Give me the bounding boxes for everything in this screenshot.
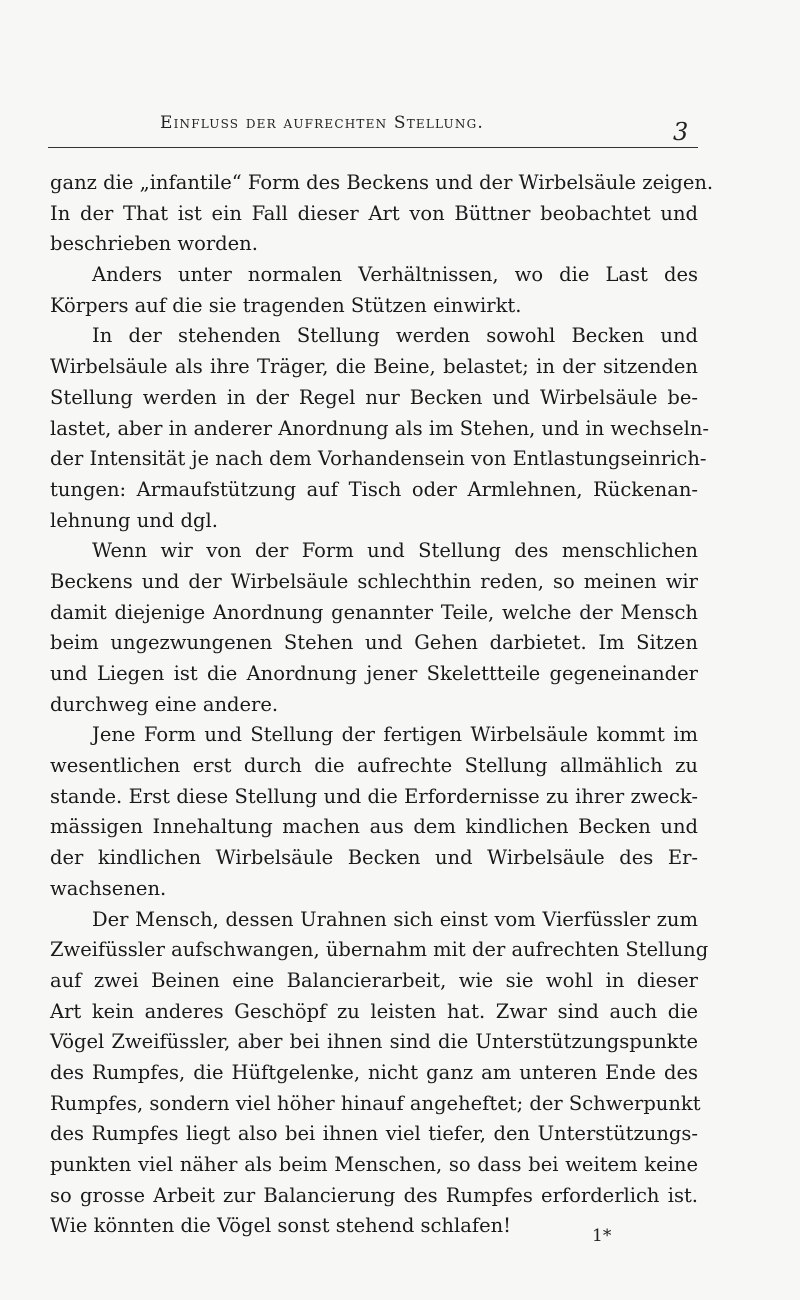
- text-line: auf zwei Beinen eine Balancierarbeit, wie sie wohl in dieser: [50, 968, 698, 992]
- text-line: mässigen Innehaltung machen aus dem kindlichen Becken und: [50, 815, 698, 839]
- text-line: durchweg eine andere.: [50, 692, 279, 716]
- text-line: Körpers auf die sie tragenden Stützen einwirkt.: [50, 293, 522, 317]
- text-line: Vögel Zweifüssler, aber bei ihnen sind die Unterstützungspunkte: [50, 1030, 698, 1054]
- body-text: [50, 168, 714, 1242]
- text-line: In der That ist ein Fall dieser Art von Büttner beobachtet und: [50, 201, 698, 225]
- text-line: lastet, aber in anderer Anordnung als im Stehen, und in wechseln-: [50, 416, 709, 440]
- text-line: Wirbelsäule als ihre Träger, die Beine, belastet; in der sitzenden: [50, 355, 698, 379]
- text-line: wesentlichen erst durch die aufrechte Stellung allmählich zu: [50, 754, 698, 778]
- text-line: ganz die „infantile“ Form des Beckens und der Wirbelsäule zeigen.: [50, 171, 714, 194]
- text-line: Anders unter normalen Verhältnissen, wo die Last des: [92, 263, 698, 287]
- text-line: so grosse Arbeit zur Balancierung des Rumpfes erforderlich ist.: [50, 1183, 698, 1207]
- text-line: Zweifüssler aufschwangen, übernahm mit der aufrechten Stellung: [50, 938, 709, 962]
- text-line: stande. Erst diese Stellung und die Erfordernisse zu ihrer zweck-: [50, 784, 698, 808]
- text-line: Art kein anderes Geschöpf zu leisten hat. Zwar sind auch die: [50, 999, 698, 1023]
- text-line: Rumpfes, sondern viel höher hinauf angeheftet; der Schwerpunkt: [50, 1091, 701, 1115]
- text-line: beschrieben worden.: [50, 232, 258, 256]
- text-line: Beckens und der Wirbelsäule schlechthin reden, so meinen wir: [50, 569, 698, 593]
- text-line: und Liegen ist die Anordnung jener Skelettteile gegeneinander: [50, 662, 698, 685]
- text-line: der kindlichen Wirbelsäule Becken und Wirbelsäule des Er-: [50, 846, 698, 870]
- text-line: Wenn wir von der Form und Stellung des menschlichen: [92, 539, 698, 563]
- signature-mark: 1*: [592, 1226, 612, 1246]
- text-line: des Rumpfes, die Hüftgelenke, nicht ganz am unteren Ende des: [50, 1060, 698, 1084]
- text-line: wachsenen.: [50, 876, 167, 900]
- text-line: Jene Form und Stellung der fertigen Wirbelsäule kommt im: [92, 723, 698, 747]
- text-line: damit diejenige Anordnung genannter Teile, welche der Mensch: [50, 600, 698, 624]
- text-line: Stellung werden in der Regel nur Becken und Wirbelsäule be-: [50, 385, 698, 409]
- running-title: Einfluss der aufrechten Stellung.: [160, 113, 484, 133]
- text-line: des Rumpfes liegt also bei ihnen viel tiefer, den Unterstützungs-: [50, 1122, 698, 1146]
- text-line: lehnung und dgl.: [50, 508, 218, 532]
- page-number: 3: [673, 118, 689, 146]
- text-line: Wie könnten die Vögel sonst stehend schlafen!: [50, 1214, 512, 1238]
- text-line: Der Mensch, dessen Urahnen sich einst vom Vierfüssler zum: [92, 907, 698, 931]
- text-line: tungen: Armaufstützung auf Tisch oder Armlehnen, Rückenan-: [50, 477, 698, 501]
- text-line: der Intensität je nach dem Vorhandensein von Entlastungseinrich-: [50, 447, 707, 471]
- text-line: In der stehenden Stellung werden sowohl Becken und: [92, 324, 698, 348]
- text-line: beim ungezwungenen Stehen und Gehen darbietet. Im Sitzen: [50, 631, 698, 655]
- header-rule: [48, 147, 698, 148]
- text-line: punkten viel näher als beim Menschen, so dass bei weitem keine: [50, 1153, 698, 1176]
